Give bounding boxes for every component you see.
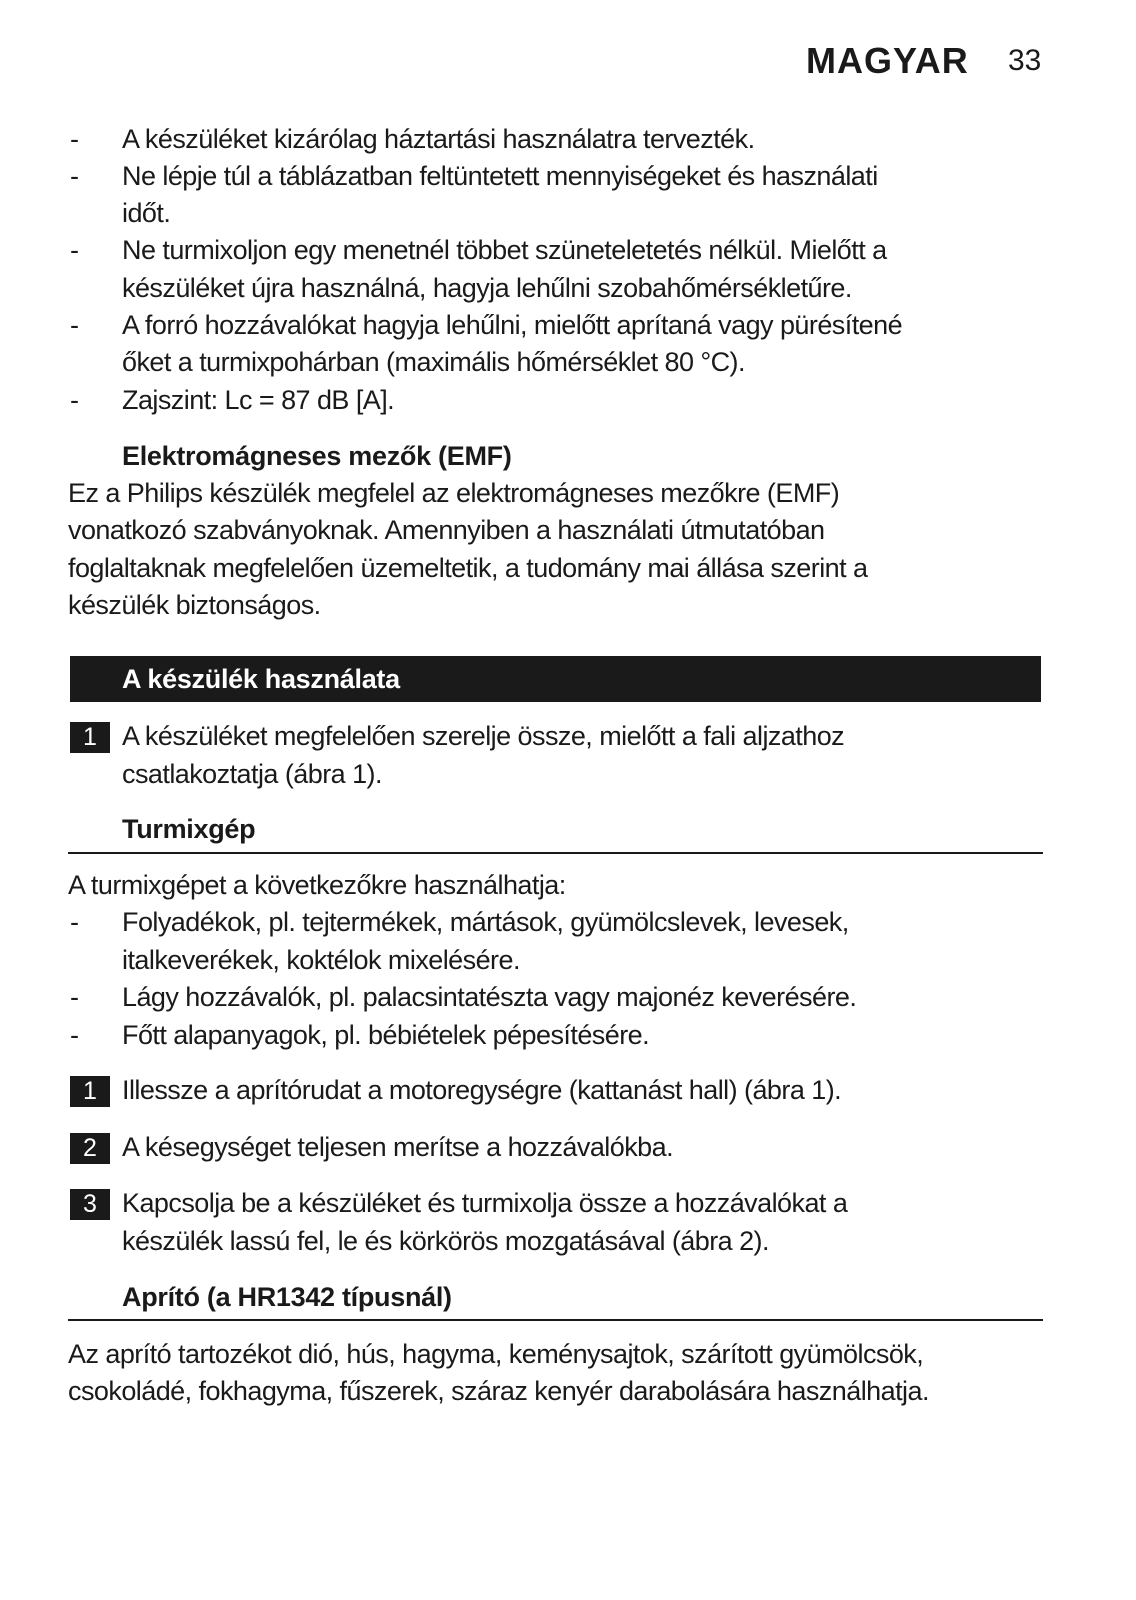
text-line: készülék biztonságos. [68,590,321,620]
section-title: A készülék használata [122,664,400,694]
list-item: A készüléket kizárólag háztartási használatra tervezték. [122,124,755,154]
step-text: Kapcsolja be a készüléket és turmixolja össze a hozzávalókat a [122,1188,848,1218]
step-number: 1 [70,1076,110,1107]
text-line: vonatkozó szabványoknak. Amennyiben a használati útmutatóban [68,515,825,545]
list-item: Zajszint: Lc = 87 dB [A]. [122,385,395,415]
list-item-cont: készüléket újra használná, hagyja lehűlni szobahőmérsékletűre. [122,273,852,303]
list-item-cont: időt. [122,198,171,228]
step-text: készülék lassú fel, le és körkörös mozgatásával (ábra 2). [122,1226,769,1256]
list-item: Ne lépje túl a táblázatban feltüntetett mennyiségeket és használati [122,161,878,191]
language-label: MAGYAR [806,40,969,81]
text-line: Ez a Philips készülék megfelel az elektromágneses mezőkre (EMF) [68,478,840,508]
step-text: Illessze a aprítórudat a motoregységre (kattanást hall) (ábra 1). [122,1075,842,1105]
heading-rule [68,1319,1043,1321]
step-text: A készüléket megfelelően szerelje össze, mielőtt a fali aljzathoz [122,721,845,751]
bullet-dash: - [70,385,79,415]
list-item-cont: italkeverékek, koktélok mixelésére. [122,945,520,975]
blender-intro: A turmixgépet a következőkre használhatja: [68,870,566,900]
step-number: 1 [70,722,110,753]
bullet-dash: - [70,982,79,1012]
step-text: A késegységet teljesen merítse a hozzávalókba. [122,1132,674,1162]
text-line: foglaltaknak megfelelően üzemeltetik, a tudomány mai állása szerint a [68,553,868,583]
list-item: A forró hozzávalókat hagyja lehűlni, mielőtt aprítaná vagy pürésítené [122,310,903,340]
heading-rule [68,852,1043,854]
section-title-bar [70,656,1041,702]
bullet-dash: - [70,1020,79,1050]
list-item: Lágy hozzávalók, pl. palacsintatészta vagy majonéz keverésére. [122,982,857,1012]
bullet-dash: - [70,310,79,340]
step-number: 3 [70,1189,110,1220]
step-text: csatlakoztatja (ábra 1). [122,759,382,789]
text-line: csokoládé, fokhagyma, fűszerek, száraz kenyér darabolására használhatja. [68,1376,929,1406]
list-item: Folyadékok, pl. tejtermékek, mártások, gyümölcslevek, levesek, [122,907,849,937]
bullet-dash: - [70,907,79,937]
page-number: 33 [1008,44,1042,77]
bullet-dash: - [70,235,79,265]
list-item: Főtt alapanyagok, pl. bébiételek pépesítésére. [122,1020,650,1050]
chopper-heading: Aprító (a HR1342 típusnál) [122,1282,452,1312]
text-line: Az aprító tartozékot dió, hús, hagyma, keménysajtok, szárított gyümölcsök, [68,1339,924,1369]
list-item-cont: őket a turmixpohárban (maximális hőmérséklet 80 °C). [122,347,745,377]
list-item: Ne turmixoljon egy menetnél többet szüneteletetés nélkül. Mielőtt a [122,235,887,265]
emf-heading: Elektromágneses mezők (EMF) [122,441,512,471]
bullet-dash: - [70,124,79,154]
step-number: 2 [70,1133,110,1164]
blender-heading: Turmixgép [122,814,256,844]
bullet-dash: - [70,161,79,191]
